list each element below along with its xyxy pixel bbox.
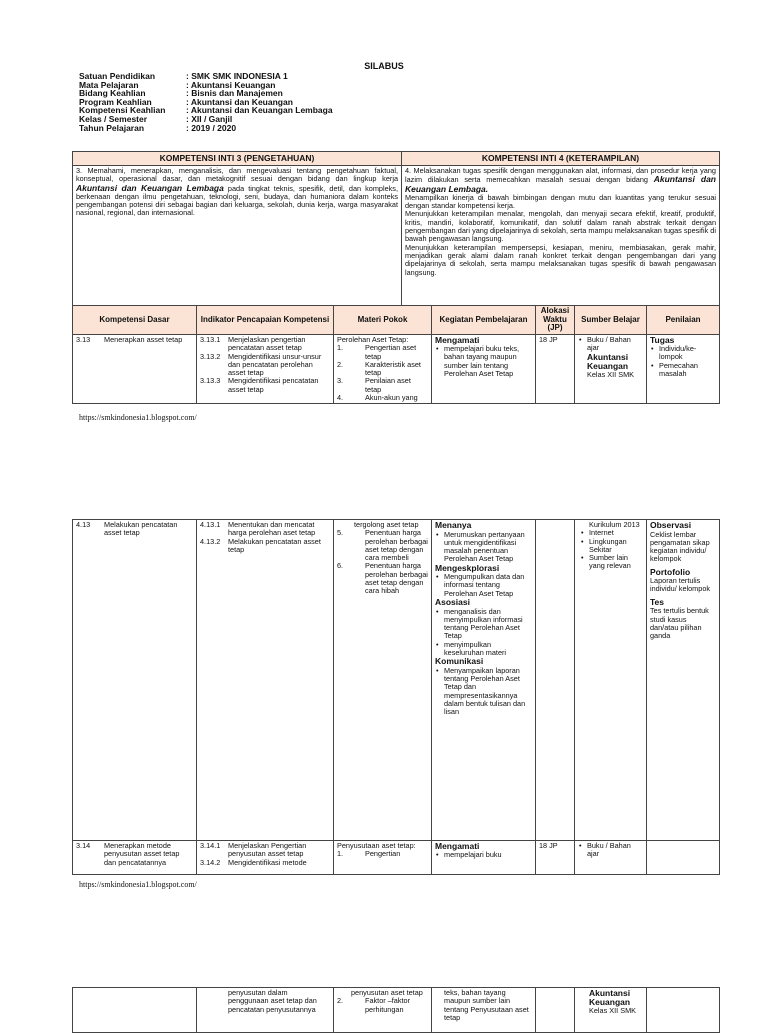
assessment-text: Ceklist lembar pengamatan sikap kegiatan individu/ kelompok	[650, 529, 710, 564]
metadata-value: : SMK SMK INDONESIA 1	[186, 71, 288, 81]
indicator-item-text: Mengidentifikasi pencatatan asset tetap	[228, 376, 319, 394]
kd-cell	[73, 988, 197, 1033]
document-title: SILABUS	[364, 61, 404, 71]
material-cell: tergolong aset tetap 5. Penentuan harga perolehan berbagai aset tetap dengan cara membeli 6. Penentuan harga perolehan berbagai aset tetap dengan cara hibah	[334, 520, 432, 841]
source-header: Sumber Belajar	[575, 306, 647, 335]
indicator-header: Indikator Pencapaian Kompetensi	[197, 306, 334, 335]
assessment-item: • Pemecahan masalah	[659, 362, 716, 379]
source-cell: • Buku / Bahan ajar Akuntansi Keuangan Kelas XII SMK	[575, 335, 647, 404]
assessment-text: Laporan tertulis individu/ kelompok	[650, 576, 711, 594]
material-item	[337, 344, 428, 361]
material-item	[337, 562, 428, 595]
indicator-cell: penyusutan dalam penggunaan aset tetap dan pencatatan penyusutannya	[197, 988, 334, 1033]
kd-header: Kompetensi Dasar	[73, 306, 197, 335]
time-cell: 18 JP	[536, 841, 575, 875]
material-cell: Perolehan Aset Tetap: 1. Pengertian aset tetap 2. Karakteristik aset tetap 3. Penilaian aset tetap 4. Akun-akun yang	[334, 335, 432, 404]
source-item: • Buku / Bahan ajar	[587, 842, 643, 859]
activity-cell: Mengamati • mempelajari buku teks, bahan tayang maupun sumber lain tentang Perolehan Aset Tetap	[432, 335, 536, 404]
source-cell: Kurikulum 2013 • Internet • Lingkungan Sekitar • Sumber lain yang relevan	[575, 520, 647, 841]
material-item-number: 6.	[337, 561, 344, 571]
indicator-cell	[197, 335, 334, 404]
assessment-title: Tes	[650, 596, 665, 607]
indicator-item-number: 3.13.1	[200, 335, 221, 344]
material-item-number: 1.	[337, 849, 344, 859]
activity-cell	[432, 520, 536, 841]
indicator-item-number: 3.13.2	[200, 351, 221, 361]
metadata-key: Bidang Keahlian	[79, 88, 146, 99]
activity-section	[435, 657, 532, 716]
material-item-number: 3.	[337, 376, 344, 386]
metadata-value: : Akuntansi dan Keuangan	[186, 96, 293, 107]
metadata-key: Satuan Pendidikan	[79, 71, 156, 81]
page-url-1: https://smkindonesia1.blogspot.com/	[79, 413, 197, 422]
indicator-item-number: 4.13.1	[200, 520, 221, 529]
indicator-item	[200, 353, 330, 378]
time-header: Alokasi Waktu (JP)	[536, 306, 575, 335]
kd-cell: 3.13 Menerapkan asset tetap	[73, 335, 197, 404]
material-item	[337, 361, 428, 378]
time-cell	[536, 988, 575, 1033]
source-cell: Akuntansi Keuangan Kelas XII SMK	[575, 988, 647, 1033]
indicator-item	[200, 521, 330, 538]
source-item: • Internet	[589, 529, 643, 537]
metadata-key: Mata Pelajaran	[79, 79, 139, 90]
metadata-key: Program Keahlian	[79, 96, 152, 107]
indicator-cell	[197, 841, 334, 875]
indicator-item-text: Mengidentifikasi metode	[228, 857, 307, 867]
material-item-text: Penilaian aset tetap	[365, 376, 411, 394]
material-header: Materi Pokok	[334, 306, 432, 335]
indicator-item-text: Melakukan pencatatan asset tetap	[228, 536, 321, 554]
activity-item: • menyimpulkan keseluruhan materi	[444, 641, 532, 658]
basic-competency-table-p3	[72, 987, 720, 1033]
source-item: • Sumber lain yang relevan	[589, 554, 643, 571]
material-item	[337, 850, 428, 858]
indicator-item-number: 3.13.3	[200, 376, 221, 386]
activity-section-title: Mengeskplorasi	[435, 562, 500, 573]
material-cell: Penyusutaan aset tetap: 1. Pengertian	[334, 841, 432, 875]
activity-item: • menganalisis dan menyimpulkan informasi tentang Perolehan Aset Tetap	[444, 608, 532, 641]
activity-section-list	[435, 608, 532, 658]
source-item: • Lingkungan Sekitar	[589, 538, 643, 555]
metadata-value: : Akuntansi dan Keuangan Lembaga	[186, 105, 333, 116]
activity-header: Kegiatan Pembelajaran	[432, 306, 536, 335]
kd-cell: 4.13 Melakukan pencatatan asset tetap	[73, 520, 197, 841]
basic-competency-table-p2	[72, 519, 720, 875]
metadata-value: : Bisnis dan Manajemen	[186, 88, 283, 99]
activity-item: • Mengumpulkan data dan informasi tentang Perolehan Aset Tetap	[444, 573, 532, 598]
metadata-value: : Akuntansi Keuangan	[186, 79, 276, 90]
indicator-item-text: Menjelaskan Pengertian penyusutan asset tetap	[228, 841, 307, 859]
indicator-item	[200, 336, 330, 353]
activity-section-list	[435, 573, 532, 598]
metadata-key: Kelas / Semester	[79, 113, 148, 124]
material-cell: penyusutan aset tetap 2. Faktor –faktor perhitungan	[334, 988, 432, 1033]
material-item-text: Penentuan harga perolehan berbagai aset tetap dengan cara hibah	[365, 561, 428, 596]
kd-cell: 3.14 Menerapkan metode penyusutan asset tetap dan pencatatannya	[73, 841, 197, 875]
material-item-number: 2.	[337, 996, 344, 1006]
activity-section-list	[435, 531, 532, 564]
material-item-number: 1.	[337, 343, 344, 353]
assessment-header: Penilaian	[647, 306, 720, 335]
ki3-header: KOMPETENSI INTI 3 (PENGETAHUAN)	[73, 152, 402, 166]
time-cell	[536, 520, 575, 841]
assessment-title: Observasi	[650, 520, 692, 530]
material-item	[337, 529, 428, 562]
activity-section-title: Komunikasi	[435, 656, 484, 667]
activity-section-title: Asosiasi	[435, 597, 470, 608]
indicator-item-number: 3.14.1	[200, 841, 221, 850]
core-competency-table	[72, 151, 720, 311]
assessment-cell: Tugas • Individu/ke-lompok • Pemecahan masalah	[647, 335, 720, 404]
assessment-title: Portofolio	[650, 566, 691, 577]
activity-item: • Merumuskan pertanyaan untuk mengidentifikasi masalah penentuan Perolehan Aset Tetap	[444, 531, 532, 564]
time-cell: 18 JP	[536, 335, 575, 404]
ki4-header: KOMPETENSI INTI 4 (KETERAMPILAN)	[402, 152, 720, 166]
material-item-text: Faktor –faktor perhitungan	[365, 996, 411, 1014]
indicator-item-number: 3.14.2	[200, 857, 221, 867]
assessment-cell	[647, 988, 720, 1033]
activity-section	[435, 598, 532, 657]
indicator-cell	[197, 520, 334, 841]
ki4-text: 4. Melaksanakan tugas spesifik dengan menggunakan alat, informasi, dan prosedur kerja yang lazim dilakukan serta memecahkan masalah sesuai dengan bidang Akuntansi dan Keuangan Lembaga. Menampilkan kinerja di bawah bimbingan dengan mutu dan kuantitas yang terukur sesuai dengan standar kompetensi kerja. Menunjukkan keterampilan menalar, mengolah, dan menyaji secara efektif, kreatif, produktif, kritis, mandiri, kolaboratif, komunikatif, dan solutif dalam ranah abstrak terkait dengan pengembangan dari yang dipelajarinya di sekolah, serta mampu melaksanakan tugas spesifik di bawah pengawasan langsung. Menunjukkan keterampilan mempersepsi, kesiapan, meniru, membiasakan, gerak mahir, menjadikan gerak alami dalam ranah konkret terkait dengan pengembangan dari yang dipelajarinya di sekolah, serta mampu melaksanakan tugas spesifik di bawah pengawasan langsung.	[402, 166, 720, 311]
basic-competency-table-p1	[72, 305, 720, 404]
indicator-item-text: Menjelaskan pengertian pencatatan asset tetap	[228, 335, 306, 353]
assessment-cell	[647, 841, 720, 875]
indicator-item	[200, 842, 330, 859]
activity-section-title: Menanya	[435, 520, 472, 530]
indicator-item	[200, 377, 330, 394]
metadata-row	[79, 124, 333, 133]
activity-item: • mempelajari buku teks, bahan tayang maupun sumber lain tentang Perolehan Aset Tetap	[444, 345, 532, 378]
material-item-text: Penentuan harga perolehan berbagai aset tetap dengan cara membeli	[365, 528, 428, 563]
indicator-item-number: 4.13.2	[200, 536, 221, 546]
activity-cell: teks, bahan tayang maupun sumber lain tentang Penyusutaan aset tetap	[432, 988, 536, 1033]
source-cell	[575, 841, 647, 875]
material-item-number: 2.	[337, 359, 344, 369]
material-item-number: 4.	[337, 393, 344, 403]
page-url-2: https://smkindonesia1.blogspot.com/	[79, 880, 197, 889]
ki3-text: 3. Memahami, menerapkan, menganalisis, dan mengevaluasi tentang pengetahuan faktual, konseptual, operasional dasar, dan metakognitif sesuai dengan bidang dan lingkup kerja Akuntansi dan Keuangan Lembaga pada tingkat teknis, spesifik, detil, dan kompleks, berkenaan dengan ilmu pengetahuan, teknologi, seni, budaya, dan humaniora dalam konteks pengembangan potensi diri sebagai bagian dari keluarga, sekolah, dunia kerja, warga masyarakat nasional, regional, dan internasional.	[73, 166, 402, 311]
activity-section-list	[435, 667, 532, 717]
activity-section	[435, 564, 532, 598]
indicator-item	[200, 859, 330, 867]
activity-section	[435, 521, 532, 564]
metadata-key: Tahun Pelajaran	[79, 122, 145, 133]
activity-item: • Menyampaikan laporan tentang Perolehan Aset Tetap dan mempresentasikannya dalam bentuk tulisan dan lisan	[444, 667, 532, 717]
material-item	[337, 394, 428, 402]
material-item	[337, 377, 428, 394]
material-item	[337, 997, 428, 1014]
metadata-key: Kompetensi Keahlian	[79, 105, 166, 116]
activity-cell: Mengamati • mempelajari buku	[432, 841, 536, 875]
metadata-value: : XII / Ganjil	[186, 113, 233, 124]
assessment-text: Tes tertulis bentuk studi kasus dan/atau pilihan ganda	[650, 606, 709, 641]
school-metadata	[79, 72, 333, 132]
material-item-text: Akun-akun yang	[365, 393, 418, 403]
material-item-text: Pengertian aset tetap	[365, 343, 417, 361]
material-item-text: Pengertian	[365, 849, 401, 859]
material-item-number: 5.	[337, 528, 344, 538]
metadata-value: : 2019 / 2020	[186, 122, 237, 133]
indicator-item	[200, 538, 330, 555]
assessment-item: • Individu/ke-lompok	[659, 345, 716, 362]
material-item-text: Karakteristik aset tetap	[365, 359, 421, 378]
indicator-item-text: Menentukan dan mencatat harga perolehan aset tetap	[228, 520, 316, 538]
activity-item: • mempelajari buku	[444, 851, 532, 859]
indicator-item-text: Mengidentifikasi unsur-unsur dan pencatatan perolehan asset tetap	[228, 351, 322, 378]
assessment-cell	[647, 520, 720, 841]
